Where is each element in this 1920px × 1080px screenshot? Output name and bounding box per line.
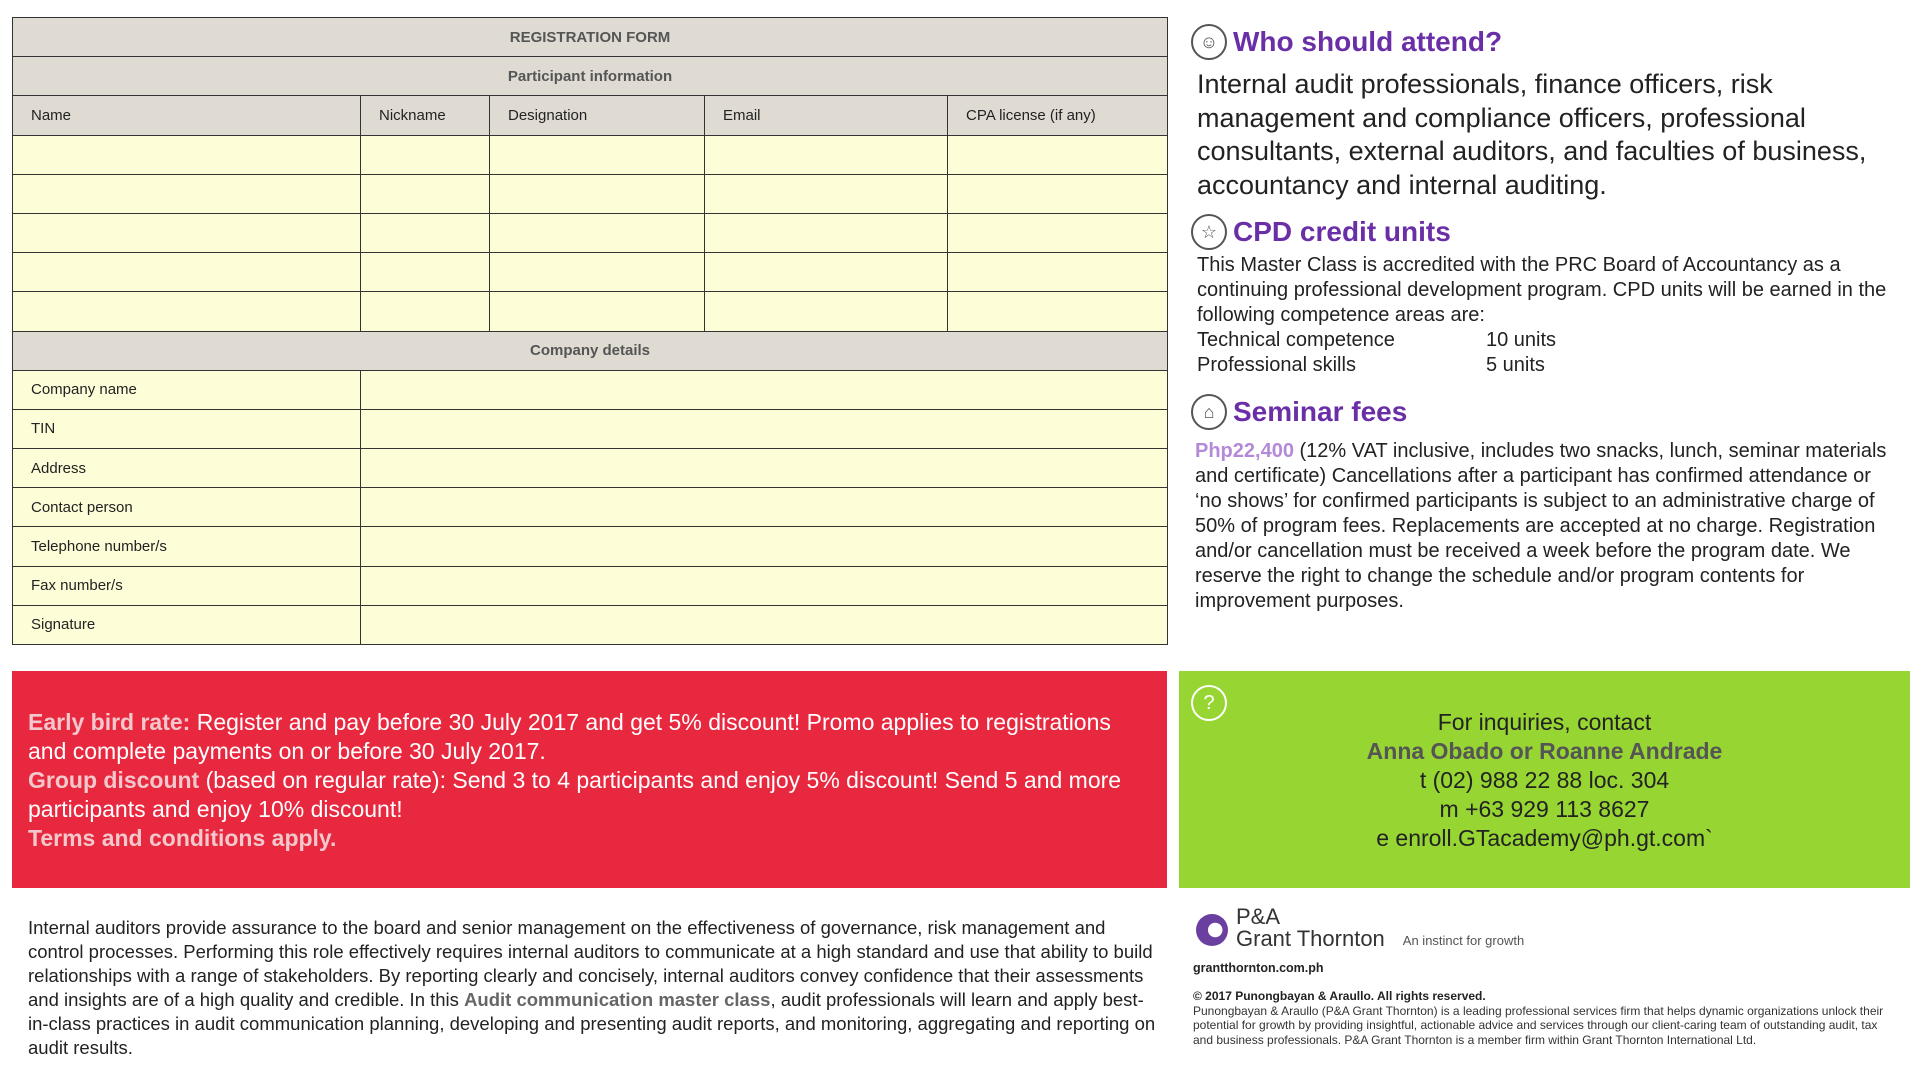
input-cell[interactable] xyxy=(13,213,361,252)
input-cell[interactable] xyxy=(13,253,361,292)
intro-paragraph xyxy=(28,916,1163,1060)
participant-row xyxy=(13,253,1168,292)
column-header: Email xyxy=(705,96,948,135)
contact-telephone: t (02) 988 22 88 loc. 304 xyxy=(1419,767,1670,793)
course-name: Audit communication master class xyxy=(464,989,771,1010)
logo-top: P&A xyxy=(1236,904,1281,929)
input-cell[interactable] xyxy=(705,253,948,292)
terms-link[interactable]: Terms and conditions apply. xyxy=(28,825,337,851)
input-cell[interactable] xyxy=(361,174,490,213)
early-bird-label: Early bird rate: xyxy=(28,709,191,735)
about-text: Punongbayan & Araullo (P&A Grant Thornton) is a leading professional services firm that helps dynamic organizations unlock their potential for growth by providing insightful, actionable advice and services through our client-caring team of outstanding audit, tax and business professionals. P&A Grant Thornton is a member firm within Grant Thornton International Ltd. xyxy=(1193,1003,1884,1047)
input-cell[interactable] xyxy=(361,135,490,174)
field-label: Company name xyxy=(13,370,361,409)
fee-price: Php22,400 xyxy=(1195,440,1294,462)
address-field[interactable] xyxy=(361,449,1168,488)
contact-intro: For inquiries, contact xyxy=(1437,709,1652,735)
intro-text: , audit professionals will learn and apply best-in-class practices in audit communication planning, developing and presenting audit reports, and monitoring, aggregating and reporting on audit results. xyxy=(28,989,1156,1058)
input-cell[interactable] xyxy=(490,253,705,292)
fees-text: (12% VAT inclusive, includes two snacks, lunch, seminar materials and certificate) Cancellations after a participant has confirmed attendance or ‘no shows’ for confirmed participants is subject to an administrative charge of 50% of program fees. Replacements are accepted at no charge. Registration and/or cancellation must be received a week before the program date. We reserve the right to change the schedule and/or program contents for improvement purposes. xyxy=(1195,440,1887,612)
column-header: Name xyxy=(13,96,361,135)
cpd-units: 10 units xyxy=(1486,329,1557,351)
input-cell[interactable] xyxy=(490,213,705,252)
input-cell[interactable] xyxy=(705,292,948,331)
input-cell[interactable] xyxy=(361,213,490,252)
participant-row xyxy=(13,292,1168,331)
cpd-body xyxy=(1197,253,1897,378)
input-cell[interactable] xyxy=(948,292,1168,331)
cpd-area: Technical competence xyxy=(1197,329,1395,351)
input-cell[interactable] xyxy=(948,135,1168,174)
grant-thornton-logo xyxy=(1196,906,1524,950)
participant-row xyxy=(13,213,1168,252)
input-cell[interactable] xyxy=(490,174,705,213)
company-section-header: Company details xyxy=(13,331,1168,370)
participant-section-header: Participant information xyxy=(13,57,1168,96)
cpd-heading xyxy=(1191,214,1451,250)
signature-field[interactable] xyxy=(361,605,1168,644)
registration-form xyxy=(12,17,1168,645)
logo-name: Grant Thornton xyxy=(1236,926,1385,951)
field-label: Address xyxy=(13,449,361,488)
input-cell[interactable] xyxy=(361,292,490,331)
tagline: An instinct for growth xyxy=(1402,933,1525,948)
field-label: Fax number/s xyxy=(13,566,361,605)
group-discount-text: (based on regular rate): Send 3 to 4 participants and enjoy 5% discount! Send 5 and more participants and enjoy 10% discount! xyxy=(28,767,1122,822)
participant-row xyxy=(13,135,1168,174)
fees-heading xyxy=(1191,394,1407,430)
fees-title: Seminar fees xyxy=(1233,396,1408,427)
field-label: Signature xyxy=(13,605,361,644)
input-cell[interactable] xyxy=(361,253,490,292)
form-title: REGISTRATION FORM xyxy=(13,18,1168,57)
attend-heading xyxy=(1191,24,1502,60)
fax-field[interactable] xyxy=(361,566,1168,605)
contact-person-field[interactable] xyxy=(361,488,1168,527)
cpd-area: Professional skills xyxy=(1197,354,1356,376)
group-discount-label: Group discount xyxy=(28,767,200,793)
input-cell[interactable] xyxy=(948,174,1168,213)
input-cell[interactable] xyxy=(948,213,1168,252)
input-cell[interactable] xyxy=(490,292,705,331)
people-icon: ☺ xyxy=(1191,24,1227,60)
participant-row xyxy=(13,174,1168,213)
copyright: © 2017 Punongbayan & Araullo. All rights reserved. xyxy=(1193,989,1486,1003)
telephone-field[interactable] xyxy=(361,527,1168,566)
input-cell[interactable] xyxy=(705,213,948,252)
question-icon: ? xyxy=(1191,685,1227,721)
logo-mark-icon xyxy=(1196,914,1228,946)
website-link[interactable]: grantthornton.com.ph xyxy=(1193,961,1324,975)
field-label: Telephone number/s xyxy=(13,527,361,566)
input-cell[interactable] xyxy=(705,135,948,174)
tin-field[interactable] xyxy=(361,409,1168,448)
input-cell[interactable] xyxy=(13,174,361,213)
attend-title: Who should attend? xyxy=(1233,26,1503,57)
column-header: Nickname xyxy=(361,96,490,135)
company-name-field[interactable] xyxy=(361,370,1168,409)
cpd-title: CPD credit units xyxy=(1233,216,1451,247)
input-cell[interactable] xyxy=(705,174,948,213)
contact-box xyxy=(1179,671,1910,888)
footer-legal xyxy=(1193,989,1893,1047)
early-bird-text: Register and pay before 30 July 2017 and get 5% discount! Promo applies to registrations and complete payments on or before 30 July 2017. xyxy=(28,709,1111,764)
input-cell[interactable] xyxy=(13,292,361,331)
cpd-text: This Master Class is accredited with the PRC Board of Accountancy as a continuing professional development program. CPD units will be earned in the following competence areas are: xyxy=(1197,254,1887,326)
attend-body: Internal audit professionals, finance officers, risk management and compliance officers, professional consultants, external auditors, and faculties of business, accountancy and internal auditing. xyxy=(1197,69,1867,201)
column-header: Designation xyxy=(490,96,705,135)
price-tag-icon: ⌂ xyxy=(1191,394,1227,430)
star-icon: ☆ xyxy=(1191,214,1227,250)
contact-names: Anna Obado or Roanne Andrade xyxy=(1366,738,1723,764)
input-cell[interactable] xyxy=(948,253,1168,292)
input-cell[interactable] xyxy=(13,135,361,174)
fees-body xyxy=(1195,439,1895,614)
column-header: CPA license (if any) xyxy=(948,96,1168,135)
input-cell[interactable] xyxy=(490,135,705,174)
cpd-units: 5 units xyxy=(1486,354,1545,376)
intro-text: Internal auditors provide assurance to the board and senior management on the effectiveness of governance, risk management and control processes. Performing this role effectively requires internal auditors to communicate at a high standard and use that ability to build relationships with a range of stakeholders. By reporting clearly and concisely, internal auditors convey confidence that their assessments and insights are of a high quality and credible. In this xyxy=(28,917,1153,1010)
contact-mobile: m +63 929 113 8627 xyxy=(1439,796,1650,822)
promo-box xyxy=(12,671,1167,888)
contact-email[interactable]: e enroll.GTacademy@ph.gt.com` xyxy=(1376,825,1713,851)
field-label: TIN xyxy=(13,409,361,448)
field-label: Contact person xyxy=(13,488,361,527)
